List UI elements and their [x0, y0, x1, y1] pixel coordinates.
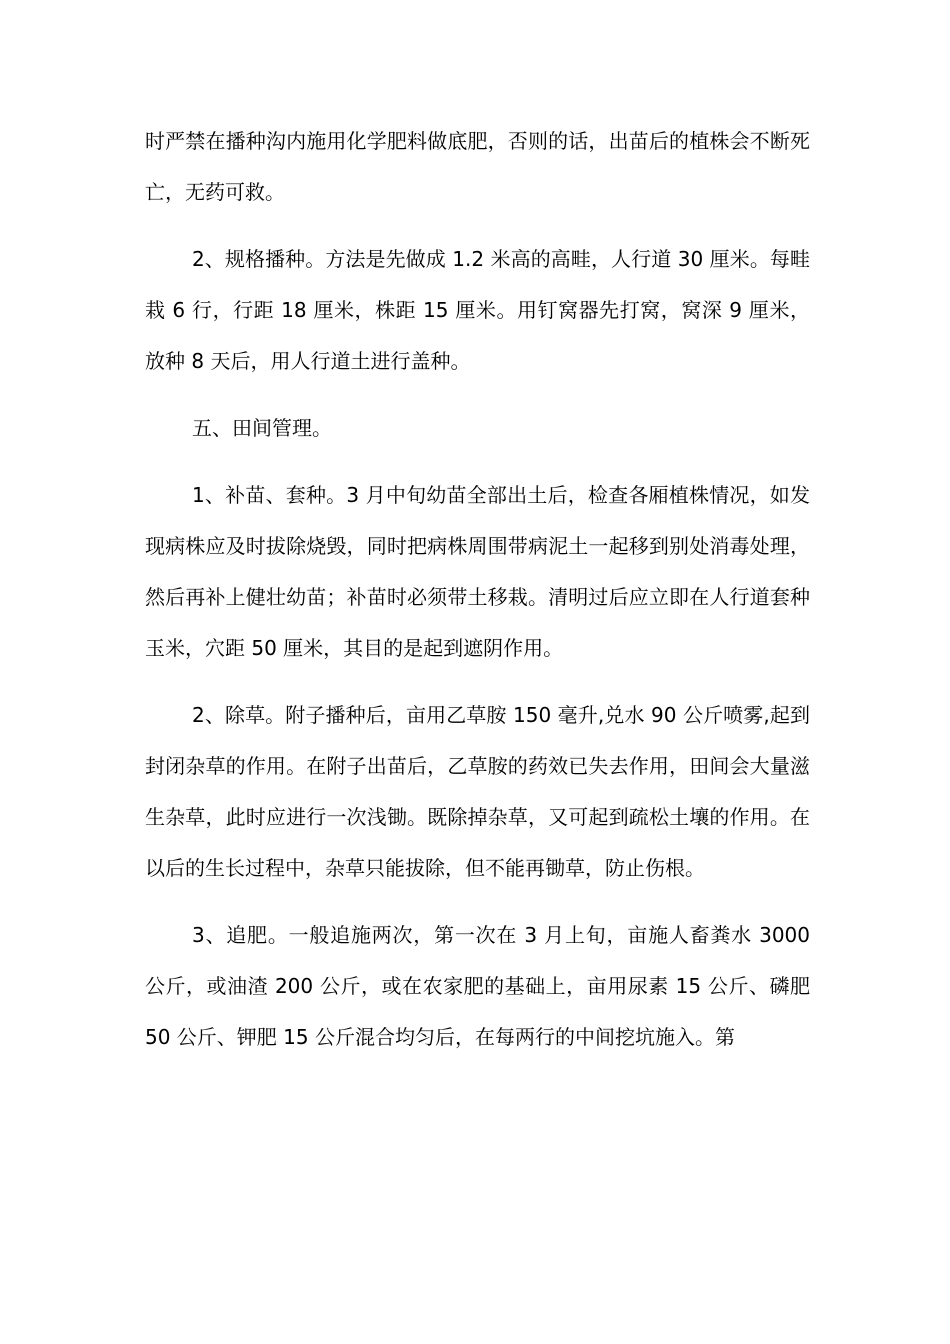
document-body	[145, 116, 810, 1063]
paragraph-4: 1、补苗、套种。3 月中旬幼苗全部出土后，检查各厢植株情况，如发现病株应及时拔除烧毁，同时把病株周围带病泥土一起移到别处消毒处理，然后再补上健壮幼苗；补苗时必须带土移栽。清明过后应立即在人行道套种玉米，穴距 50 厘米，其目的是起到遮阴作用。	[145, 483, 810, 660]
paragraph-1: 时严禁在播种沟内施用化学肥料做底肥，否则的话，出苗后的植株会不断死亡，无药可救。	[145, 129, 810, 204]
paragraph-5: 2、除草。附子播种后，亩用乙草胺 150 毫升,兑水 90 公斤喷雾,起到封闭杂草的作用。在附子出苗后，乙草胺的药效已失去作用，田间会大量滋生杂草，此时应进行一次浅锄。既除掉杂草，又可起到疏松土壤的作用。在以后的生长过程中，杂草只能拔除，但不能再锄草，防止伤根。	[145, 703, 810, 880]
paragraph-6: 3、追肥。一般追施两次，第一次在 3 月上旬，亩施人畜粪水 3000 公斤，或油渣 200 公斤，或在农家肥的基础上，亩用尿素 15 公斤、磷肥 50 公斤、钾肥 15 公斤混合均匀后，在每两行的中间挖坑施入。第	[145, 923, 810, 1049]
paragraph-2: 2、规格播种。方法是先做成 1.2 米高的高畦，人行道 30 厘米。每畦栽 6 行，行距 18 厘米，株距 15 厘米。用钉窝器先打窝，窝深 9 厘米，放种 8 天后，用人行道土进行盖种。	[145, 247, 810, 373]
section-heading: 五、田间管理。	[192, 416, 332, 440]
